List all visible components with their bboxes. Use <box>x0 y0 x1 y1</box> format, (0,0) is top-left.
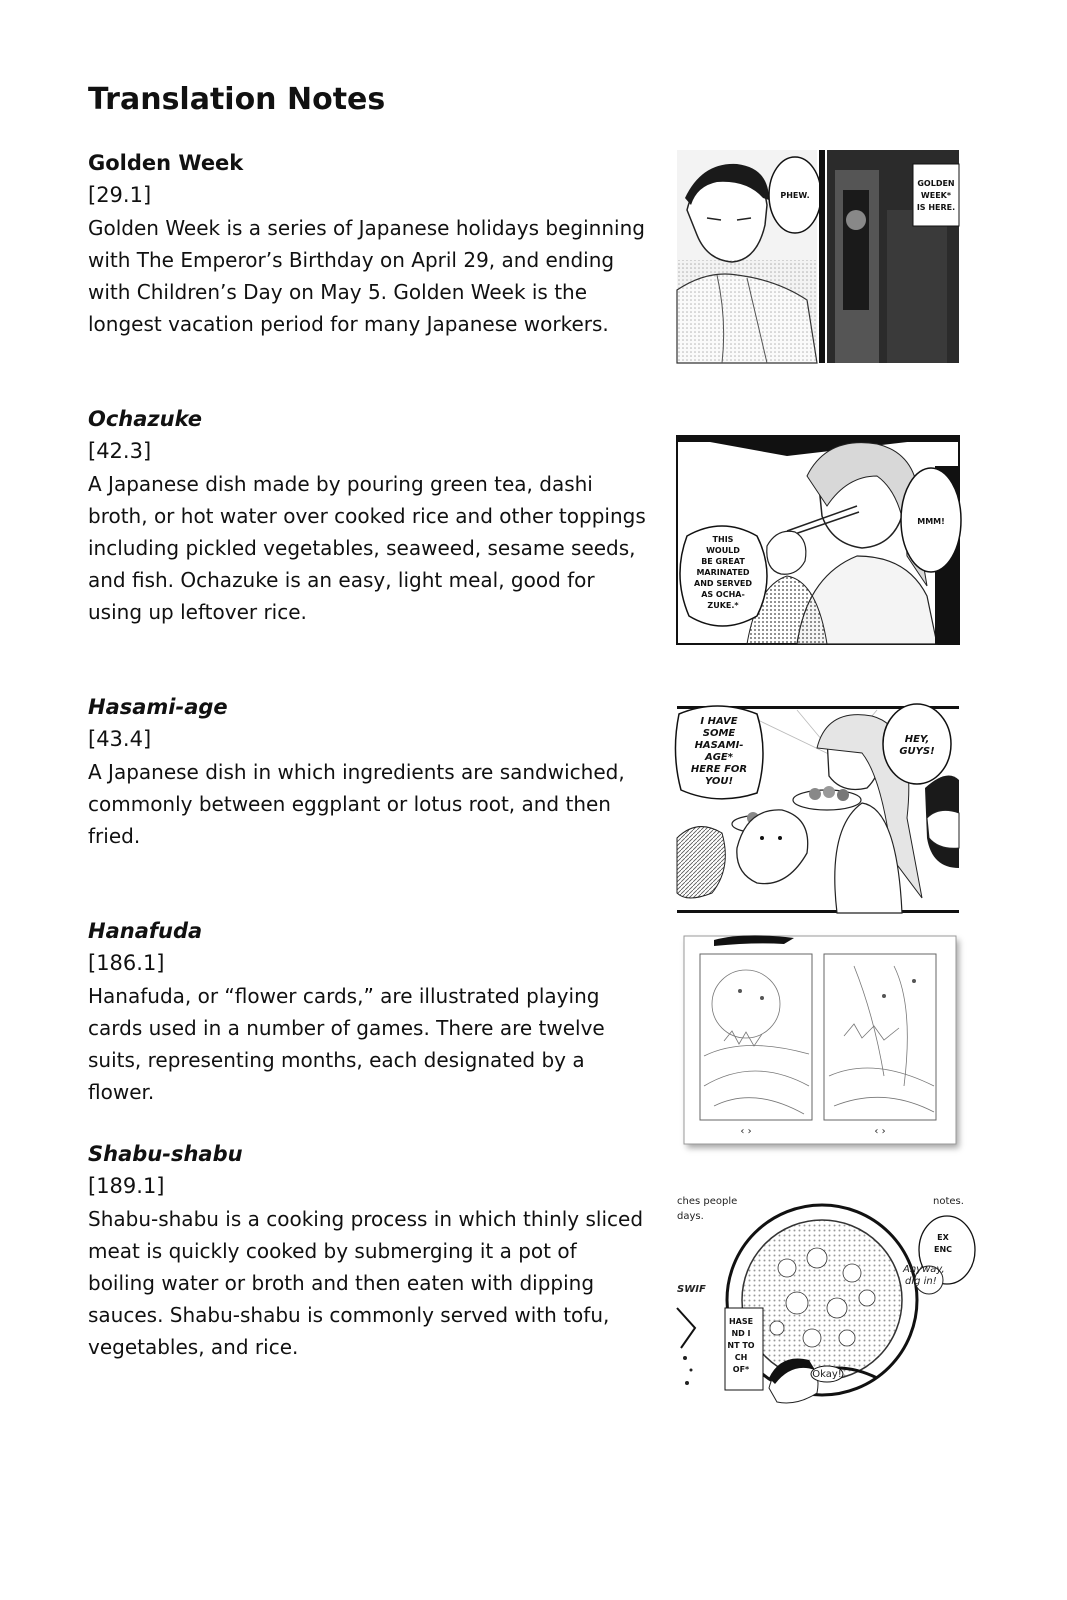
bubble-line: OF* <box>732 1365 750 1374</box>
bubble-line: WOULD <box>706 546 740 555</box>
note-term: Shabu-shabu <box>88 1142 243 1166</box>
note-term: Golden Week <box>88 151 244 175</box>
bubble-line: THIS <box>712 535 734 544</box>
note-term: Hanafuda <box>88 919 203 943</box>
bubble-line: BE GREAT <box>701 557 745 566</box>
bubble-line: HASE <box>728 1317 754 1326</box>
fragment-text: days. <box>677 1211 704 1222</box>
fragment-text: dig in! <box>905 1276 937 1287</box>
panel-illustration <box>677 436 959 644</box>
fragment-text: notes. <box>933 1196 964 1207</box>
fragment-text: ches people <box>677 1196 738 1207</box>
bubble-line: HERE FOR <box>690 764 748 775</box>
bubble-line: I HAVE <box>700 716 738 727</box>
bubble-line: AS OCHA- <box>701 590 745 599</box>
manga-panel-shabu-shabu <box>677 1188 964 1406</box>
bubble-line: ZUKE.* <box>707 601 739 610</box>
bubble-line: NT TO <box>727 1341 755 1350</box>
bubble-mmm: MMM! <box>917 517 945 526</box>
note-body: A Japanese dish in which ingredients are sandwiched, commonly between eggplant or lotus root, and then fried. <box>88 760 625 848</box>
bubble-line: HASAMI- <box>694 740 744 751</box>
caption-week: WEEK* <box>920 191 952 200</box>
svg-text:‹ ›: ‹ › <box>874 1126 886 1137</box>
manga-panel-hasami-age <box>677 698 959 913</box>
bubble-line: GUYS! <box>899 746 935 757</box>
manga-panel-ochazuke <box>677 436 959 644</box>
note-body: Hanafuda, or “flower cards,” are illustrated playing cards used in a number of games. There are twelve suits, representing months, each designated by a flower. <box>88 984 605 1104</box>
note-term: Ochazuke <box>88 407 203 431</box>
bubble-line: ENC <box>933 1245 953 1254</box>
panel-illustration <box>677 1188 964 1406</box>
note-reference: [42.3] <box>88 439 152 463</box>
note-hanafuda <box>88 916 648 1108</box>
bubble-phew: PHEW. <box>780 191 810 200</box>
bubble-line: SOME <box>702 728 736 739</box>
note-body: Golden Week is a series of Japanese holidays beginning with The Emperor’s Birthday on April 29, and ending with Children’s Day on May 5. Golden Week is the longest vacation period for many Japanese workers. <box>88 216 645 336</box>
bubble-line: AGE* <box>704 752 734 763</box>
fragment-text: SWIF <box>677 1284 706 1295</box>
svg-text:‹ ›: ‹ › <box>740 1126 752 1137</box>
note-shabu-shabu <box>88 1139 648 1363</box>
bubble-line: HEY, <box>904 734 930 745</box>
manga-panel-hanafuda <box>684 936 956 1144</box>
caption-is-here: IS HERE. <box>916 203 956 212</box>
bubble-line: YOU! <box>704 776 734 787</box>
panel-illustration <box>677 150 959 363</box>
panel-illustration <box>684 936 956 1144</box>
bubble-line: ND I <box>731 1329 751 1338</box>
bubble-line: CH <box>734 1353 748 1362</box>
note-reference: [29.1] <box>88 183 152 207</box>
note-body: Shabu-shabu is a cooking process in which thinly sliced meat is quickly cooked by submerging it a pot of boiling water or broth and then eaten with dipping sauces. Shabu-shabu is commonly served with tofu, vegetables, and rice. <box>88 1207 644 1359</box>
note-golden-week <box>88 148 648 340</box>
note-reference: [186.1] <box>88 951 165 975</box>
fragment-text: Okay! <box>812 1369 842 1380</box>
note-body: A Japanese dish made by pouring green tea, dashi broth, or hot water over cooked rice and other toppings including pickled vegetables, seaweed, sesame seeds, and fish. Ochazuke is an easy, light meal, good for using up leftover rice. <box>88 472 646 624</box>
bubble-line: MARINATED <box>696 568 750 577</box>
manga-panel-golden-week <box>677 150 959 363</box>
note-term: Hasami-age <box>88 695 228 719</box>
note-ochazuke <box>88 404 648 628</box>
note-hasami-age <box>88 692 648 852</box>
panel-illustration <box>677 698 959 913</box>
page-title: Translation Notes <box>88 82 386 117</box>
caption-golden: GOLDEN <box>917 179 955 188</box>
bubble-line: EX <box>937 1233 949 1242</box>
note-reference: [43.4] <box>88 727 152 751</box>
bubble-line: AND SERVED <box>694 579 752 588</box>
note-reference: [189.1] <box>88 1174 165 1198</box>
fragment-text: Anyway, <box>903 1264 945 1275</box>
